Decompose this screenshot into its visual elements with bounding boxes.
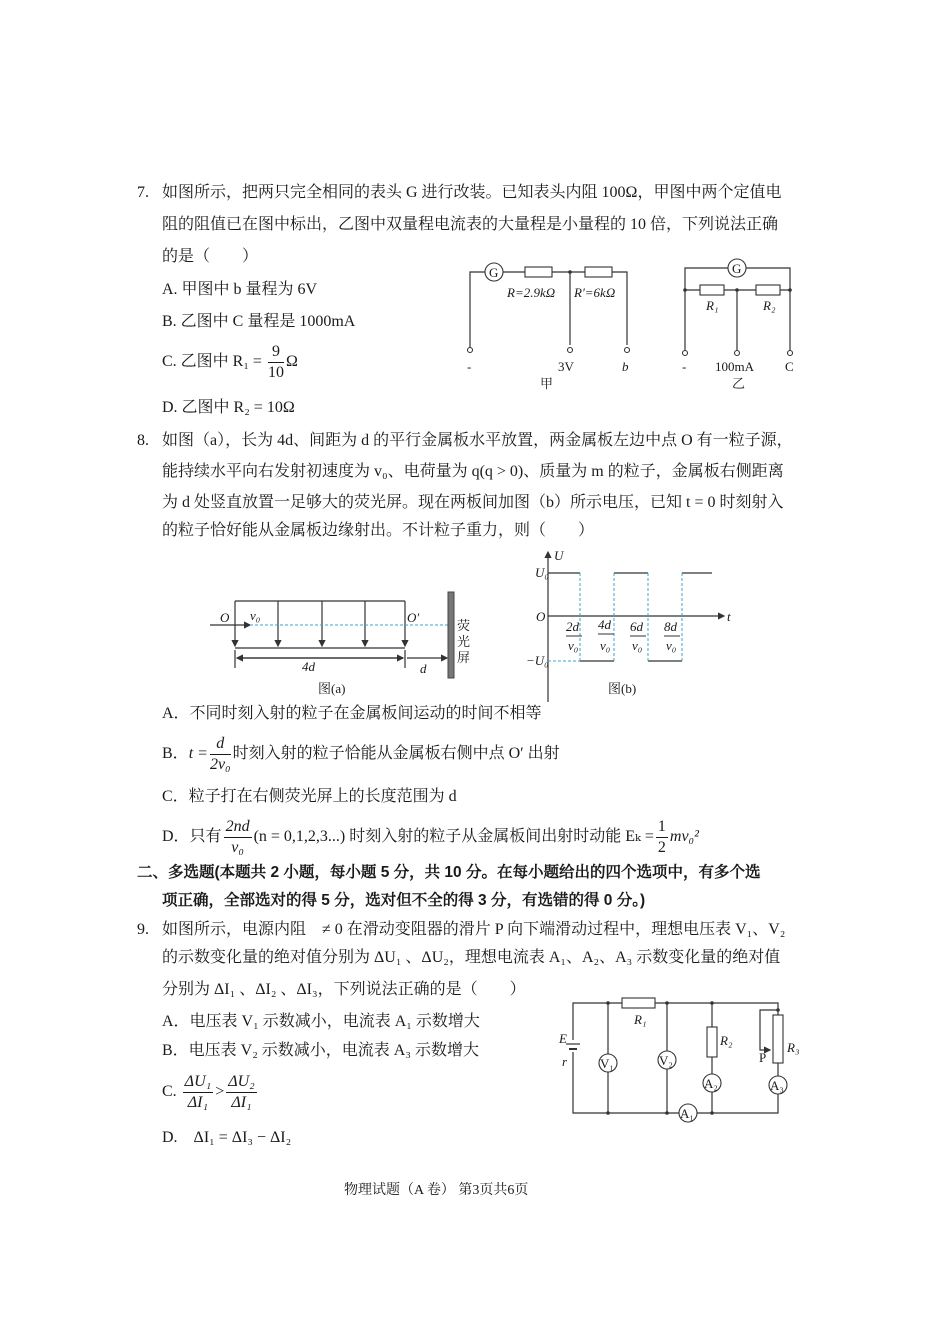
denominator: v₀ xyxy=(231,839,244,856)
terminal-label: 100mA xyxy=(715,359,754,374)
question-text: 的示数变化量的绝对值分别为 ΔU₁ 、ΔU₂，理想电流表 A₁、A₂、A₃ 示数变化量的绝对值 xyxy=(162,949,781,966)
figure-caption: 甲 xyxy=(540,376,554,391)
figure-caption: 乙 xyxy=(732,376,746,391)
figure-caption: 图(b) xyxy=(608,681,637,696)
meter-label: V₁ xyxy=(600,1056,614,1071)
operator: > xyxy=(215,1083,225,1101)
page-footer: 物理试题（A 卷） 第3页共6页 xyxy=(344,1183,529,1198)
emf-label: E xyxy=(559,1031,567,1046)
figure-caption: 图(a) xyxy=(318,681,346,696)
option-text: (n = 0,1,2,3...) 时刻入射的粒子从金属板间出射时动能 Eₖ = xyxy=(253,828,654,846)
x-axis-label: t xyxy=(727,609,731,624)
numerator: 1 xyxy=(656,817,668,838)
question-text: 为 d 处竖直放置一足够大的荧光屏。现在两板间加图（b）所示电压，已知 t = 0 时刻射入 xyxy=(162,494,784,511)
question-text: 阻的阻值已在图中标出，乙图中双量程电流表的大量程是小量程的 10 倍，下列说法正确 xyxy=(162,216,779,233)
question-text: 分别为 ΔI₁ 、ΔI₂ 、ΔI₃，下列说法正确的是（ ） xyxy=(162,981,526,998)
option-d: D. 乙图中 R₂ = 10Ω xyxy=(162,399,295,416)
option-a: A．不同时刻入射的粒子在金属板间运动的时间不相等 xyxy=(162,705,542,722)
question-text: 的粒子恰好能从金属板边缘射出。不计粒子重力，则（ ） xyxy=(162,522,595,539)
question-text: 如图所示，把两只完全相同的表头 G 进行改装。已知表头内阻 100Ω，甲图中两个定值电 xyxy=(162,184,782,201)
option-b: B．电压表 V₂ 示数减小，电流表 A₃ 示数增大 xyxy=(162,1042,479,1059)
tick-denominator: v₀ xyxy=(568,638,579,653)
question-text: 的是（ ） xyxy=(162,248,259,265)
screen-label: 光 xyxy=(457,634,471,649)
option-a: A. 甲图中 b 量程为 6V xyxy=(162,281,318,298)
option-label: D．只有 xyxy=(162,828,222,846)
terminal-label: C xyxy=(785,359,794,374)
meter-label: A₂ xyxy=(704,1076,718,1091)
galvanometer-label: G xyxy=(489,265,499,280)
slider-label: P xyxy=(759,1050,767,1065)
point-o: O xyxy=(220,610,230,625)
math: mv₀² xyxy=(669,828,699,846)
tick-denominator: v₀ xyxy=(600,638,611,653)
section-heading: 项正确，全部选对的得 5 分，选对但不全的得 3 分，有选错的得 0 分。) xyxy=(162,892,646,909)
option-label: C. xyxy=(162,1083,177,1101)
unit: Ω xyxy=(285,353,298,371)
resistor-label: R′=6kΩ xyxy=(574,285,616,300)
tick-numerator: 8d xyxy=(664,619,677,634)
denominator: 2v₀ xyxy=(209,756,231,773)
meter-label: A₁ xyxy=(680,1106,694,1121)
denominator: ΔI₁ xyxy=(187,1094,209,1111)
resistor-r1 xyxy=(622,998,655,1008)
resistor-label: R₁ xyxy=(634,1012,647,1027)
velocity-label: v₀ xyxy=(250,608,261,623)
denominator: 2 xyxy=(657,839,666,856)
option-text: 时刻入射的粒子恰能从金属板右侧中点 O′ 出射 xyxy=(232,745,560,763)
screen-label: 荧 xyxy=(457,618,471,633)
question-number: 9. xyxy=(137,921,149,938)
terminal-label: - xyxy=(467,359,472,374)
tick-denominator: v₀ xyxy=(632,638,643,653)
galvanometer-label: G xyxy=(732,261,742,276)
option-d: D. ΔI₁ = ΔI₃ − ΔI₂ xyxy=(162,1129,292,1146)
option-c-prefix: C. 乙图中 R₁ = xyxy=(162,353,262,371)
question-text: 如图（a），长为 4d、间距为 d 的平行金属板水平放置，两金属板左边中点 O 有一粒子源， xyxy=(162,432,793,449)
meter-label: A₃ xyxy=(770,1078,784,1093)
section-heading: 二、多选题(本题共 2 小题，每小题 5 分，共 10 分。在每小题给出的四个选项中，有多个选 xyxy=(137,864,761,881)
tick-numerator: 2d xyxy=(566,619,579,634)
numerator: ΔU₁ xyxy=(183,1072,214,1093)
numerator: d xyxy=(210,734,231,755)
resistor-label: R₃ xyxy=(787,1040,800,1055)
resistor-r2 xyxy=(707,1027,717,1057)
option-a: A．电压表 V₁ 示数减小，电流表 A₁ 示数增大 xyxy=(162,1013,480,1030)
numerator: ΔU₂ xyxy=(226,1072,257,1093)
denominator: 10 xyxy=(267,364,284,381)
resistor-label: R₂ xyxy=(763,298,776,313)
question-text: 能持续水平向右发射初速度为 v₀、电荷量为 q(q > 0)、质量为 m 的粒子，金属板右侧距离 xyxy=(162,463,784,480)
tick-numerator: 6d xyxy=(630,619,643,634)
y-axis-label: U xyxy=(554,548,564,563)
internal-resistance-label: r xyxy=(562,1054,568,1069)
terminal-label: 3V xyxy=(558,359,574,374)
origin-label: O xyxy=(536,609,546,624)
tick-denominator: v₀ xyxy=(666,638,677,653)
length-label: 4d xyxy=(302,659,315,674)
meter-label: V₂ xyxy=(659,1053,673,1068)
option-c: C．粒子打在右侧荧光屏上的长度范围为 d xyxy=(162,788,457,805)
math: t = xyxy=(188,745,208,763)
u0-label: U₀ xyxy=(535,565,549,580)
resistor-label: R=2.9kΩ xyxy=(507,285,556,300)
question-text: 如图所示，电源内阻 ≠ 0 在滑动变阻器的滑片 P 向下端滑动过程中，理想电压表 V₁、V₂ xyxy=(162,921,786,938)
numerator: 2nd xyxy=(224,817,252,838)
point-o-prime: O′ xyxy=(407,610,420,625)
resistor-label: R₁ xyxy=(706,298,719,313)
neg-u0-label: −U₀ xyxy=(526,653,549,668)
denominator: ΔI₁ xyxy=(231,1094,252,1111)
terminal-label: b xyxy=(622,359,629,374)
distance-label: d xyxy=(420,661,427,676)
resistor-label: R₂ xyxy=(720,1033,733,1048)
question-number: 7. xyxy=(137,184,149,201)
option-label: B． xyxy=(162,745,189,763)
rheostat-r3 xyxy=(773,1015,783,1063)
screen-label: 屏 xyxy=(457,650,471,665)
option-b: B. 乙图中 C 量程是 1000mA xyxy=(162,313,356,330)
numerator: 9 xyxy=(268,342,284,363)
tick-numerator: 4d xyxy=(598,617,611,632)
question-number: 8. xyxy=(137,432,149,449)
terminal-label: - xyxy=(682,359,687,374)
